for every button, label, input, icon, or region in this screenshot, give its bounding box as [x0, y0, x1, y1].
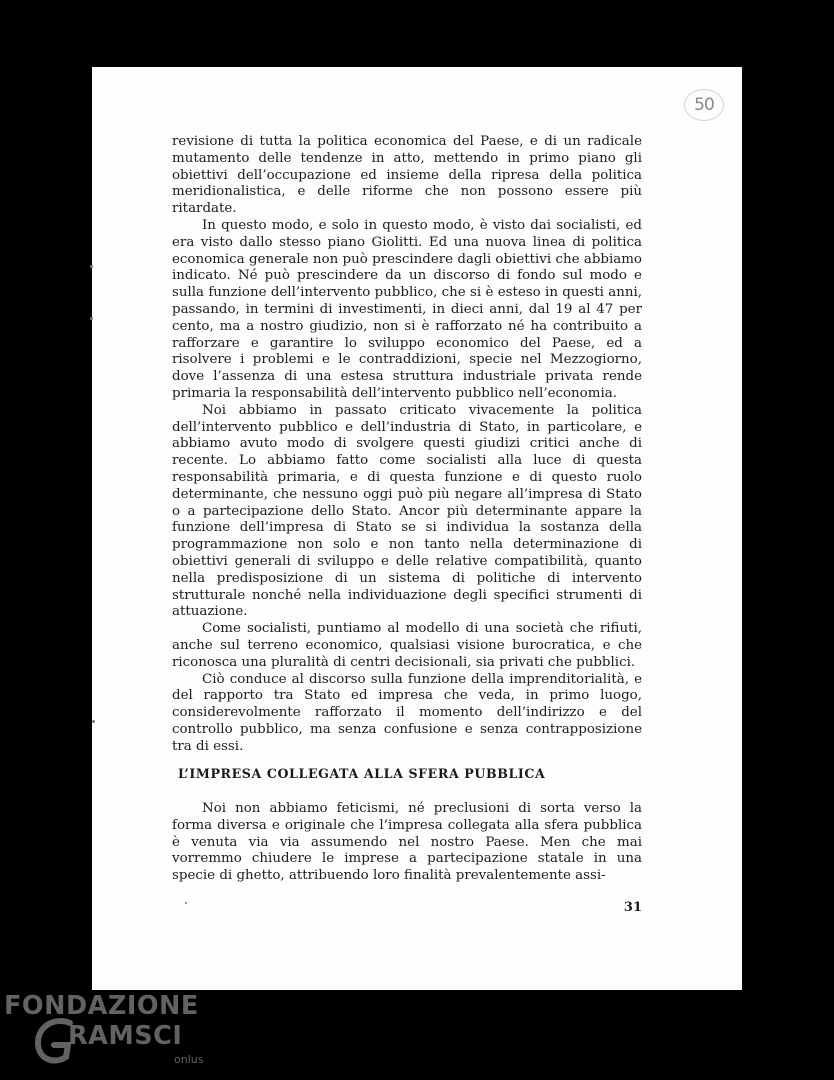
fondazione-gramsci-logo [4, 991, 214, 1071]
paragraph-5: Ciò conduce al discorso sulla funzione della imprenditorialità, e del rapporto tra Stato ed impresa che veda, in primo luogo, considerevolmente rafforzato il momento dell’indirizzo e del controllo pubblico, ma senza confusione e senza contrapposizione tra di essi. [172, 671, 642, 754]
logo-line-2: RAMSCI [68, 1021, 183, 1051]
scan-speck [90, 265, 93, 268]
page-number: 31 [623, 900, 642, 915]
scanned-page [92, 67, 742, 990]
logo-line-3: onlus [174, 1053, 204, 1066]
paragraph-3: Noi abbiamo in passato criticato vivacemente la politica dell’intervento pubblico e dell’industria di Stato, in particolare, e abbiamo avuto modo di svolgere questi giudizi critici anche di recente. Lo abbiamo fatto come socialisti alla luce di questa responsabilità primaria, e di questa funzione e di questo ruolo determinante, che nessuno oggi può più negare all’impresa di Stato o a partecipazione dello Stato. Ancor più determinante appare la funzione dell’impresa di Stato se si individua la sostanza della programmazione non solo e non tanto nella determinazione di obiettivi generali di sviluppo e delle relative compatibilità, quanto nella predisposizione di un sistema di politiche di intervento strutturale nonché nella individuazione degli specifici strumenti di attuazione. [172, 402, 642, 620]
scan-speck [185, 902, 187, 904]
handwritten-page-number: 50 [684, 89, 724, 121]
scan-speck [92, 720, 95, 723]
paragraph-1: revisione di tutta la politica economica del Paese, e di un radicale mutamento delle tendenze in atto, mettendo in primo piano gli obiettivi dell’occupazione ed insieme della ripresa della politica meridionalistica, e delle riforme che non possono essere più ritardate. [172, 134, 642, 217]
section-paragraph: Noi non abbiamo feticismi, né preclusioni di sorta verso la forma diversa e originale che l’impresa collegata alla sfera pubblica è venuta via via assumendo nel nostro Paese. Men che mai vorremmo chiudere le imprese a partecipazione statale in una specie di ghetto, attribuendo loro finalità prevalentemente assi- [172, 801, 642, 884]
paragraph-2: In questo modo, e solo in questo modo, è visto dai socialisti, ed era visto dallo stesso piano Giolitti. Ed una nuova linea di politica economica generale non può prescindere dagli obiettivi che abbiamo indicato. Né può prescindere da un discorso di fondo sul modo e sulla funzione dell’intervento pubblico, che si è esteso in questi anni, passando, in termini di investimenti, in dieci anni, dal 19 al 47 per cento, ma a nostro giudizio, non si è rafforzato né ha contribuito a rafforzare e garantire lo sviluppo economico del Paese, ed a risolvere i problemi e le contraddizioni, specie nel Mezzogiorno, dove l’assenza di una estesa struttura industriale privata rende primaria la responsabilità dell’intervento pubblico nell’economia. [172, 217, 642, 401]
section-heading: L’IMPRESA COLLEGATA ALLA SFERA PUBBLICA [178, 766, 546, 781]
body-text [172, 134, 642, 755]
section-text [172, 801, 642, 885]
scan-speck [90, 317, 93, 320]
logo-line-1: FONDAZIONE [4, 991, 199, 1021]
paragraph-4: Come socialisti, puntiamo al modello di una società che rifiuti, anche sul terreno economico, qualsiasi visione burocratica, e che riconosca una pluralità di centri decisionali, sia privati che pubblici. [172, 621, 642, 670]
